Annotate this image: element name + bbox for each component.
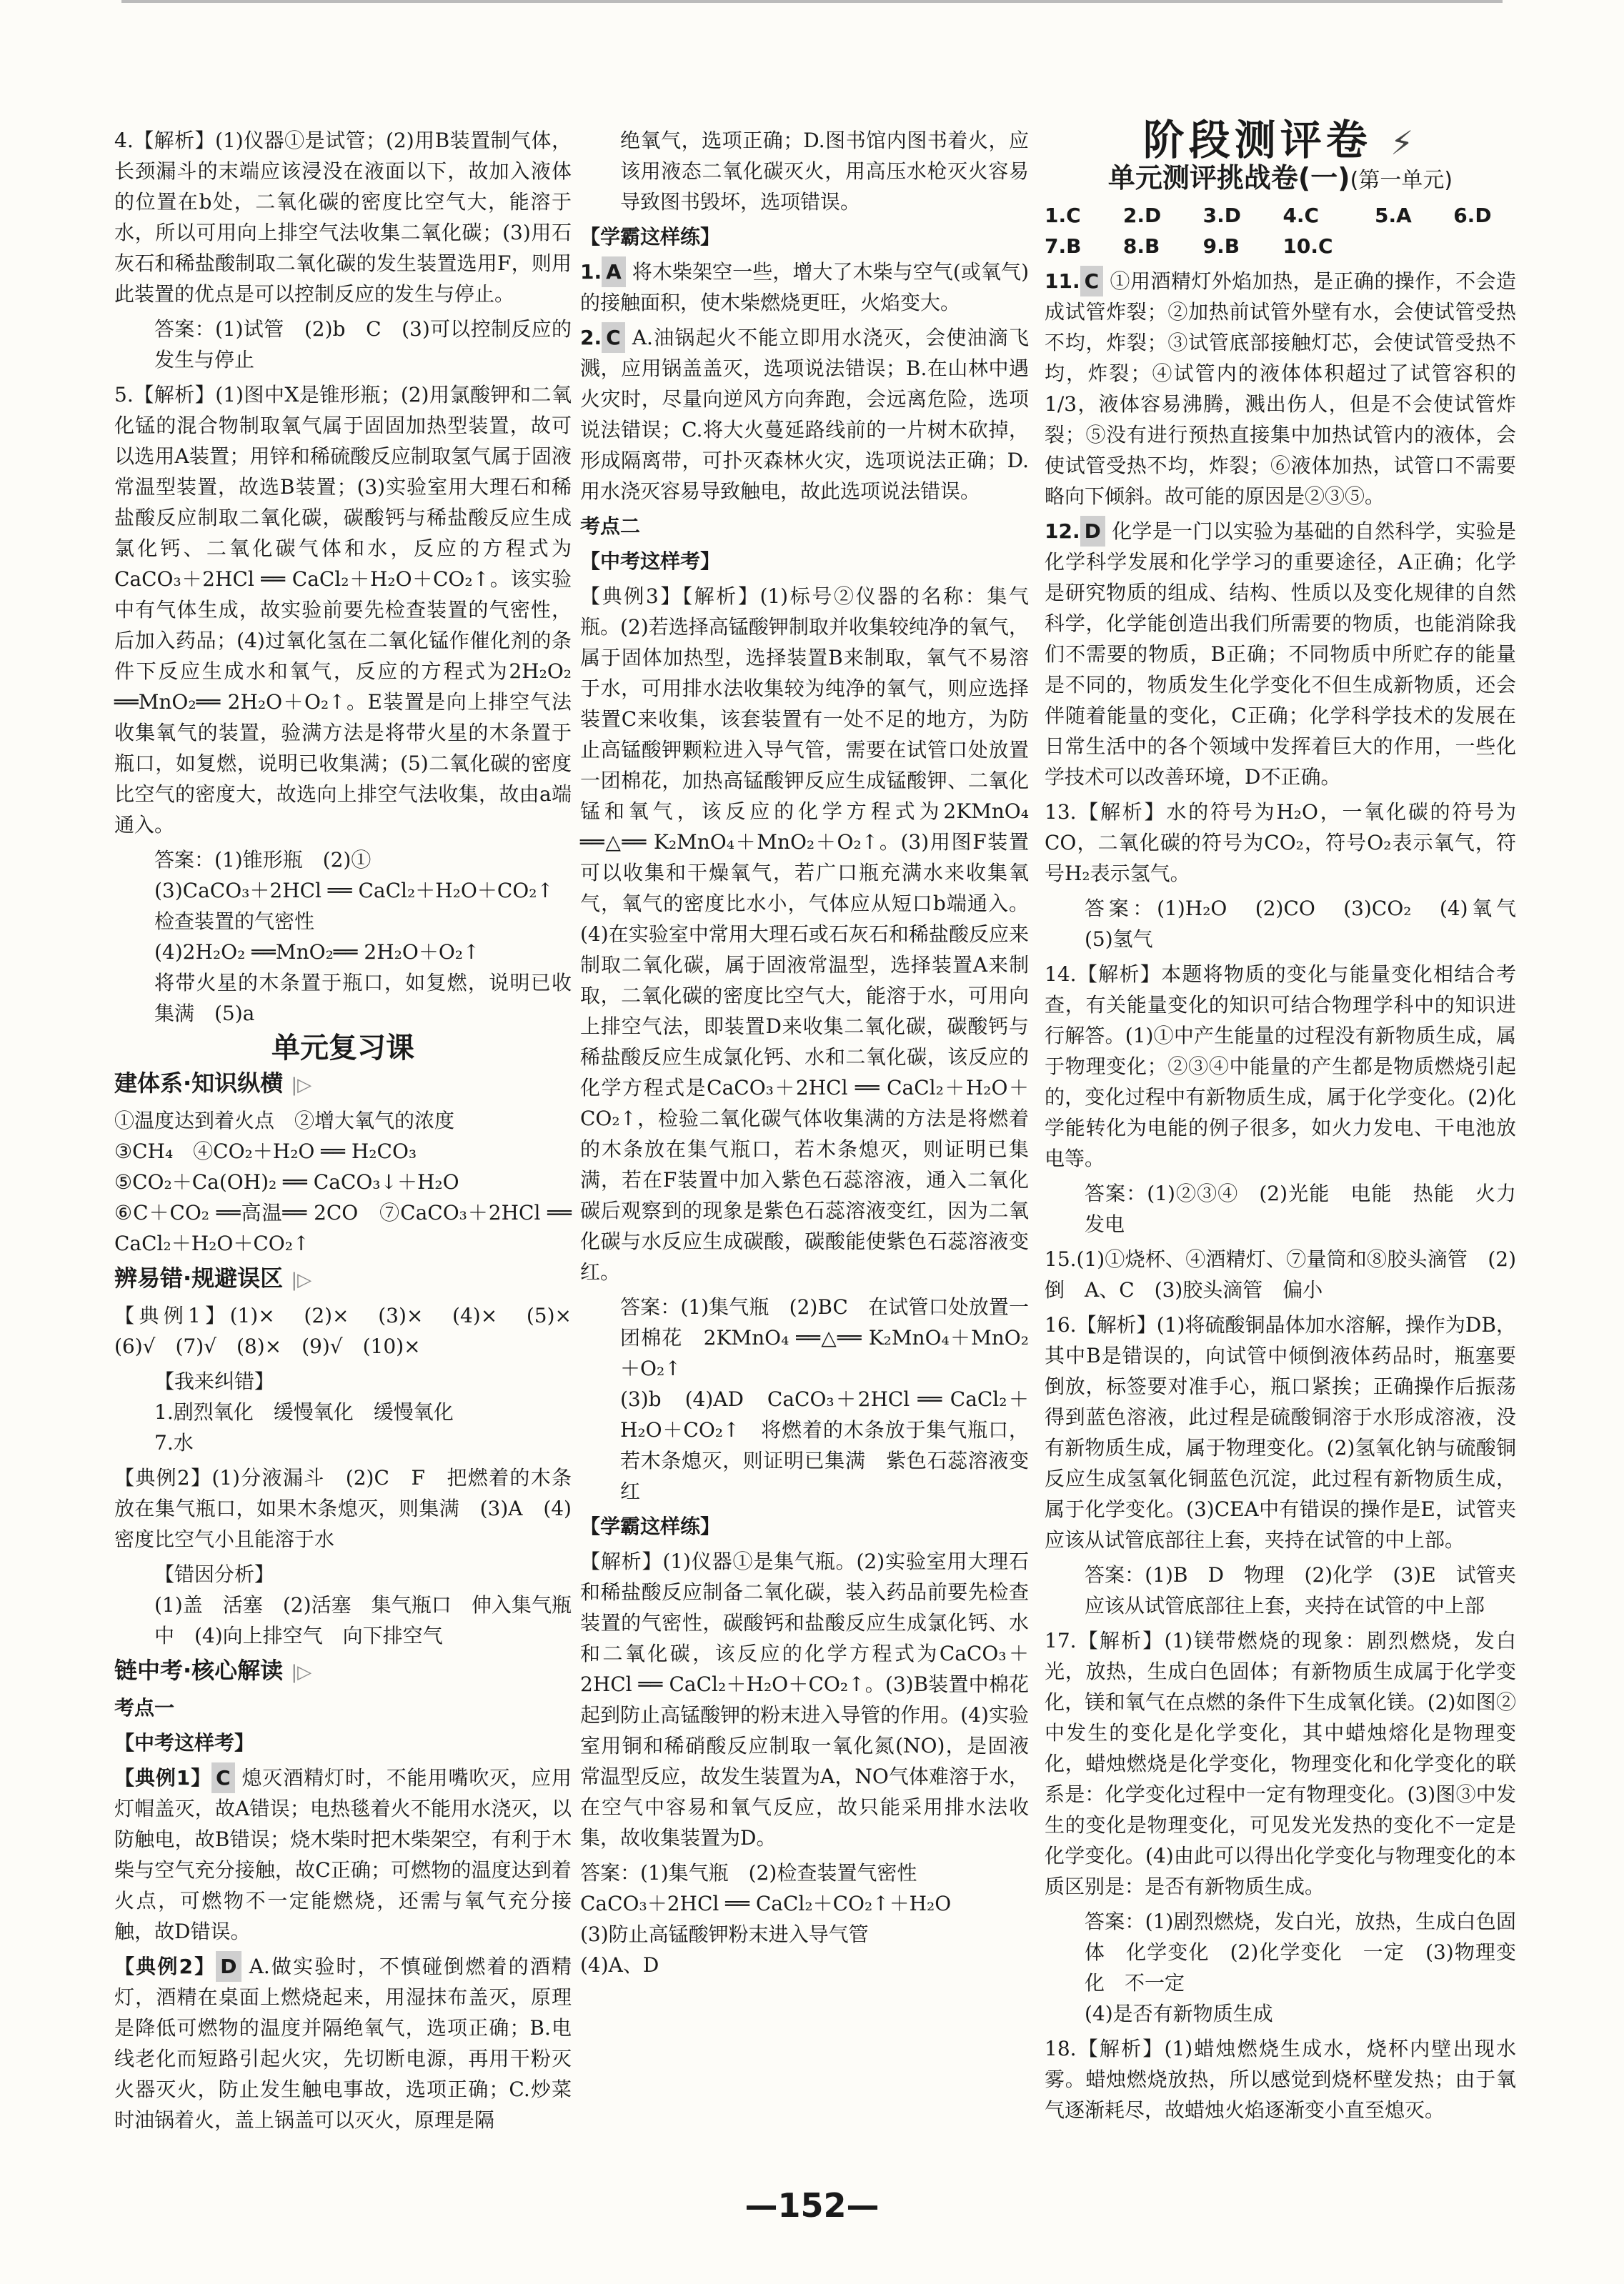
answer-key-item: 8.B (1122, 234, 1160, 258)
q13: 13.【解析】水的符号为H₂O，一氧化碳的符号为CO，二氧化碳的符号为CO₂，符号O₂表示氧气，符号H₂表示氢气。 (1045, 800, 1516, 885)
q12 (1045, 516, 1516, 792)
practice-q2-box: C (602, 322, 625, 353)
error-analysis: 【错因分析】 (1)盖 活塞 (2)活塞 集气瓶口 伸入集气瓶中 (4)向上排空气 向下排空气 (154, 1562, 572, 1647)
q12-box: D (1080, 516, 1105, 547)
practice-q1-text: 将木柴架空一些，增大了木柴与空气(或氧气)的接触面积，使木柴燃烧更旺，火焰变大。 (580, 260, 1030, 314)
q4-answer: 答案：(1)试管 (2)b C (3)可以控制反应的发生与停止 (154, 317, 572, 371)
example-1-answer-box: C (211, 1762, 235, 1793)
example-3: 【典例3】【解析】(1)标号②仪器的名称：集气瓶。(2)若选择高锰酸钾制取并收集较纯净的氧气，属于固体加热型，选择装置B来制取，氧气不易溶于水，可用排水法收集较为纯净的氧气，则应选择装置C来收集，该套装置有一处不足的地方，为防止高锰酸钾颗粒进入导气管，需要在试管口处放置一团棉花，加热高锰酸钾反应生成锰酸钾、二氧化锰和氧气，该反应的化学方程式为2KMnO₄ ══△══ K₂MnO₄＋MnO₂＋O₂↑。(3)用图F装置可以收集和干燥氧气，若广口瓶充满水来收集氧气，氧气的密度比水小，气体应从短口b端通入。(4)在实验室中常用大理石或石灰石和稀盐酸反应来制取二氧化碳，属于固液常温型，选择装置A来制取，二氧化碳的密度比空气大，能溶于水，可用向上排空气法，即装置D来收集二氧化碳，碳酸钙与稀盐酸反应生成氯化钙、水和二氧化碳，该反应的化学方程式是CaCO₃＋2HCl ══ CaCl₂＋H₂O＋CO₂↑，检验二氧化碳气体收集满的方法是将燃着的木条放在集气瓶口，若木条熄灭，则证明已集满，若在F装置中加入紫色石蕊溶液，通入二氧化碳后观察到的现象是紫色石蕊溶液变红，因为二氧化碳与水反应生成碳酸，碳酸能使紫色石蕊溶液变红。 (580, 584, 1029, 1284)
example-2-text: A.做实验时，不慎碰倒燃着的酒精灯，酒精在桌面上燃烧起来，用湿抹布盖灭，原理是降低可燃物的温度并隔绝氧气，选项正确；B.电线老化而短路引起火灾，先切断电源，再用干粉灭火器灭火，防止发生触电事故，选项正确；C.炒菜时油锅着火，盖上锅盖可以灭火，原理是隔 (114, 1955, 572, 2132)
arrow-icon: |▷ (291, 1270, 312, 1291)
q11 (1045, 266, 1516, 512)
practice-q2 (580, 322, 1029, 507)
q4-analysis: 4.【解析】(1)仪器①是试管；(2)用B装置制气体，长颈漏斗的末端应该浸没在液面以下，故加入液体的位置在b处，二氧化碳的密度比空气大，能溶于水，所以可用向上排空气法收集二氧化碳；(3)用石灰石和稀盐酸制取二氧化碳的发生装置选用F，则用此装置的优点是可以控制反应的发生与停止。 (114, 129, 572, 306)
error-example-1: 【典例1】(1)× (2)× (3)× (4)× (5)× (6)√ (7)√ (8)× (9)√ (10)× (114, 1304, 592, 1358)
q17-answer: 答案：(1)剧烈燃烧，发白光，放热，生成白色固体 化学变化 (2)化学变化 一定 (3)物理变化 不一定 (4)是否有新物质生成 (1085, 1910, 1516, 2025)
lightning-icon: ⚡ (1390, 124, 1418, 162)
answer-key-item: 5.A (1375, 204, 1412, 227)
practice-answer: 答案：(1)集气瓶 (2)检查装置气密性 CaCO₃＋2HCl ══ CaCl₂＋CO₂↑＋H₂O (3)防止高锰酸钾粉末进入导气管 (4)A、D (580, 1861, 952, 1977)
q15: 15.(1)①烧杯、④酒精灯、⑦量筒和⑧胶头滴管 (2)倒 A、C (3)胶头滴管 偏小 (1045, 1247, 1516, 1302)
sub-heading-errors (114, 1263, 572, 1296)
exam-tag-2: 【中考这样考】 (580, 549, 721, 573)
practice-q2-num: 2. (580, 326, 602, 349)
answer-key-item: 1.C (1045, 204, 1081, 227)
sub-heading-exam-label: 链中考·核心解读 (114, 1657, 284, 1684)
column-1 (114, 125, 592, 2140)
q11-num: 11. (1045, 269, 1080, 293)
q11-box: C (1080, 266, 1104, 296)
q12-num: 12. (1045, 519, 1080, 543)
test-title-label: 单元测评挑战卷(一) (1107, 162, 1350, 194)
sub-heading-system (114, 1068, 572, 1101)
error-correction: 【我来纠错】 1.剧烈氧化 缓慢氧化 缓慢氧化 7.水 (154, 1370, 454, 1455)
q14: 14.【解析】本题将物质的变化与能量变化相结合考查，有关能量变化的知识可结合物理学科中的知识进行解答。(1)①中产生能量的过程没有新物质生成，属于物理变化；②③④中能量的产生都是物质燃烧引起的，变化过程中有新物质生成，属于化学变化。(2)化学能转化为电能的例子很多，如火力发电、干电池放电等。 (1045, 962, 1516, 1170)
practice-tag-2: 【学霸这样练】 (580, 1515, 721, 1538)
test-title-sub: (第一单元) (1350, 168, 1453, 193)
sub-heading-exam (114, 1655, 572, 1688)
q5-answer: 答案：(1)锥形瓶 (2)① (3)CaCO₃＋2HCl ══ CaCl₂＋H₂O＋CO₂↑ 检查装置的气密性 (4)2H₂O₂ ══MnO₂══ 2H₂O＋O₂↑ 将带火星的木条置于瓶口，如复燃，说明已收集满 (5)a (154, 848, 572, 1025)
answer-key-item: 6.D (1453, 204, 1492, 227)
test-title (1045, 163, 1516, 196)
q14-answer: 答案：(1)②③④ (2)光能 电能 热能 火力发电 (1085, 1182, 1516, 1236)
q17: 17.【解析】(1)镁带燃烧的现象：剧烈燃烧，发白光，放热，生成白色固体；有新物质生成属于化学变化，镁和氧气在点燃的条件下生成氧化镁。(2)如图②中发生的变化是化学变化，其中蜡烛熔化是物理变化，蜡烛燃烧是化学变化，物理变化和化学变化的联系是：化学变化过程中一定有物理变化。(3)图③中发生的变化是物理变化，可见发光发热的变化不一定是化学变化。(4)由此可以得出化学变化与物理变化的本质区别是：是否有新物质生成。 (1045, 1629, 1516, 1898)
column-3 (1045, 116, 1537, 2130)
example-2 (114, 1951, 572, 2135)
top-rule (121, 0, 1503, 3)
key-point-1: 考点一 (114, 1696, 175, 1720)
answer-key-item: 3.D (1202, 204, 1242, 227)
answer-key-item: 7.B (1045, 234, 1082, 258)
q18: 18.【解析】(1)蜡烛燃烧生成水，烧杯内壁出现水雾。蜡烛燃烧放热，所以感觉到烧杯壁发热；由于氧气逐渐耗尽，故蜡烛火焰逐渐变小直至熄灭。 (1045, 2037, 1516, 2122)
example-1 (114, 1762, 572, 1947)
answer-key-item: 9.B (1202, 234, 1240, 258)
practice-q1-box: A (602, 256, 626, 287)
example-3-answer: 答案：(1)集气瓶 (2)BC 在试管口处放置一团棉花 2KMnO₄ ══△══ K₂MnO₄＋MnO₂＋O₂↑ (3)b (4)AD CaCO₃＋2HCl ══ CaCl₂＋H₂O＋CO₂↑ 将燃着的木条放于集气瓶口，若木条熄灭，则证明已集满 紫色石蕊溶液变红 (620, 1295, 1029, 1503)
q13-answer: 答案：(1)H₂O (2)CO (3)CO₂ (4)氧气 (5)氢气 (1085, 897, 1537, 951)
example-1-label: 【典例1】 (114, 1766, 212, 1790)
example-1-text: 熄灭酒精灯时，不能用嘴吹灭，应用灯帽盖灭，故A错误；电热毯着火不能用水浇灭，以防触电，故B错误；烧木柴时把木柴架空，有利于木柴与空气充分接触，故C正确；可燃物的温度达到着火点，可燃物不一定能燃烧，还需与氧气充分接触，故D错误。 (114, 1766, 572, 1943)
sub-heading-errors-label: 辨易错·规避误区 (114, 1265, 284, 1292)
section-title: 单元复习课 (272, 1032, 414, 1064)
practice-q1 (580, 256, 1029, 318)
q5-analysis: 5.【解析】(1)图中X是锥形瓶；(2)用氯酸钾和二氧化锰的混合物制取氧气属于固固加热型装置，故可以选用A装置；用锌和稀硫酸反应制取氢气属于固液常温型装置，故选B装置；(3)实验室用大理石和稀盐酸反应制取二氧化碳，碳酸钙与稀盐酸反应生成氯化钙、二氧化碳气体和水，反应的方程式为CaCO₃＋2HCl ══ CaCl₂＋H₂O＋CO₂↑。该实验中有气体生成，故实验前要先检查装置的气密性，后加入药品；(4)过氧化氢在二氧化锰作催化剂的条件下反应生成水和氧气，反应的方程式为2H₂O₂ ══MnO₂══ 2H₂O＋O₂↑。E装置是向上排空气法收集氧气的装置，验满方法是将带火星的木条置于瓶口，如复燃，说明已收集满；(5)二氧化碳的密度比空气的密度大，故选向上排空气法收集，故由a端通入。 (114, 383, 572, 837)
q12-text: 化学是一门以实验为基础的自然科学，实验是化学科学发展和化学学习的重要途径，A正确；化学是研究物质的组成、结构、性质以及变化规律的自然科学，化学能创造出我们所需要的物质，也能消除我们不需要的物质，B正确；不同物质中所贮存的能量是不同的，物质发生化学变化不但生成新物质，还会伴随着能量的变化，C正确；化学科学技术的发展在日常生活中的各个领域中发挥着巨大的作用，一些化学技术可以改善环境，D不正确。 (1045, 519, 1516, 789)
practice-tag-1: 【学霸这样练】 (580, 225, 721, 249)
q11-text: ①用酒精灯外焰加热，是正确的操作，不会造成试管炸裂；②加热前试管外壁有水，会使试管受热不均，炸裂；③试管底部接触灯芯，会使试管受热不均，炸裂；④试管内的液体体积超过了试管容积的1/3，液体容易沸腾，溅出伤人，但是不会使试管炸裂；⑤没有进行预热直接集中加热试管内的液体，会使试管受热不均，炸裂；⑥液体加热，试管口不需要略向下倾斜。故可能的原因是②③⑤。 (1045, 269, 1516, 508)
system-answers: ①温度达到着火点 ②增大氧气的浓度 ③CH₄ ④CO₂＋H₂O ══ H₂CO₃ ⑤CO₂＋Ca(OH)₂ ══ CaCO₃↓＋H₂O ⑥C＋CO₂ ══高温══ 2CO ⑦CaCO₃＋2HCl ══ CaCl₂＋H₂O＋CO₂↑ (114, 1109, 572, 1255)
practice-q2-text: A.油锅起火不能立即用水浇灭，会使油滴飞溅，应用锅盖盖灭，选项说法错误；B.在山林中遇火灾时，尽量向逆风方向奔跑，会远离危险，选项说法错误；C.将大火蔓延路线前的一片树木砍掉，形成隔离带，可扑灭森林火灾，选项说法正确；D.用水浇灭容易导致触电，故此选项说法错误。 (580, 326, 1030, 503)
page-number: —152— (744, 2186, 880, 2225)
answer-key-item: 2.D (1122, 204, 1162, 227)
practice-q1-num: 1. (580, 260, 602, 284)
stage-title-label: 阶段测评卷 (1142, 116, 1372, 164)
q16: 16.【解析】(1)将硫酸铜晶体加水溶解，操作为DB，其中B是错误的，向试管中倾倒液体药品时，瓶塞要倒放，标签要对准手心，瓶口紧挨；正确操作后振荡得到蓝色溶液，此过程是硫酸铜溶于水形成溶液，没有新物质生成，属于物理变化。(2)氢氧化钠与硫酸铜反应生成氢氧化铜蓝色沉淀，此过程有新物质生成，属于化学变化。(3)CEA中有错误的操作是E，试管夹应该从试管底部往上套，夹持在试管的中上部。 (1045, 1313, 1516, 1552)
answer-key-item: 4.C (1282, 204, 1320, 227)
practice-analysis: 【解析】(1)仪器①是集气瓶。(2)实验室用大理石和稀盐酸反应制备二氧化碳，装入药品前要先检查装置的气密性，碳酸钙和盐酸反应生成氯化钙、水和二氧化碳，该反应的化学方程式为CaCO₃＋2HCl ══ CaCl₂＋H₂O＋CO₂↑。(3)B装置中棉花起到防止高锰酸钾的粉末进入导管的作用。(4)实验室用铜和稀硝酸反应制取一氧化氮(NO)，是固液常温型反应，故发生装置为A，NO气体难溶于水，在空气中容易和氧气反应，故只能采用排水法收集，故收集装置为D。 (580, 1550, 1029, 1850)
answer-key-grid (1045, 200, 1516, 261)
error-example-2: 【典例2】(1)分液漏斗 (2)C F 把燃着的木条放在集气瓶口，如果木条熄灭，则集满 (3)A (4)密度比空气小且能溶于水 (114, 1466, 572, 1551)
example-2-answer-box: D (216, 1951, 241, 1982)
example-2-continued: 绝氧气，选项正确；D.图书馆内图书着火，应该用液态二氧化碳灭火，用高压水枪灭火容易导致图书毁坏，选项错误。 (620, 129, 1029, 214)
q16-answer: 答案：(1)B D 物理 (2)化学 (3)E 试管夹应该从试管底部往上套，夹持在试管的中上部 (1085, 1563, 1516, 1617)
sub-heading-system-label: 建体系·知识纵横 (114, 1069, 284, 1097)
column-2 (580, 125, 1029, 1985)
key-point-2: 考点二 (580, 514, 641, 538)
arrow-icon: |▷ (291, 1074, 312, 1096)
answer-key-item: 10.C (1282, 234, 1333, 258)
stage-title (1045, 116, 1516, 164)
example-2-label: 【典例2】 (114, 1955, 216, 1978)
arrow-icon: |▷ (291, 1662, 312, 1683)
exam-tag-1: 【中考这样考】 (114, 1731, 255, 1755)
